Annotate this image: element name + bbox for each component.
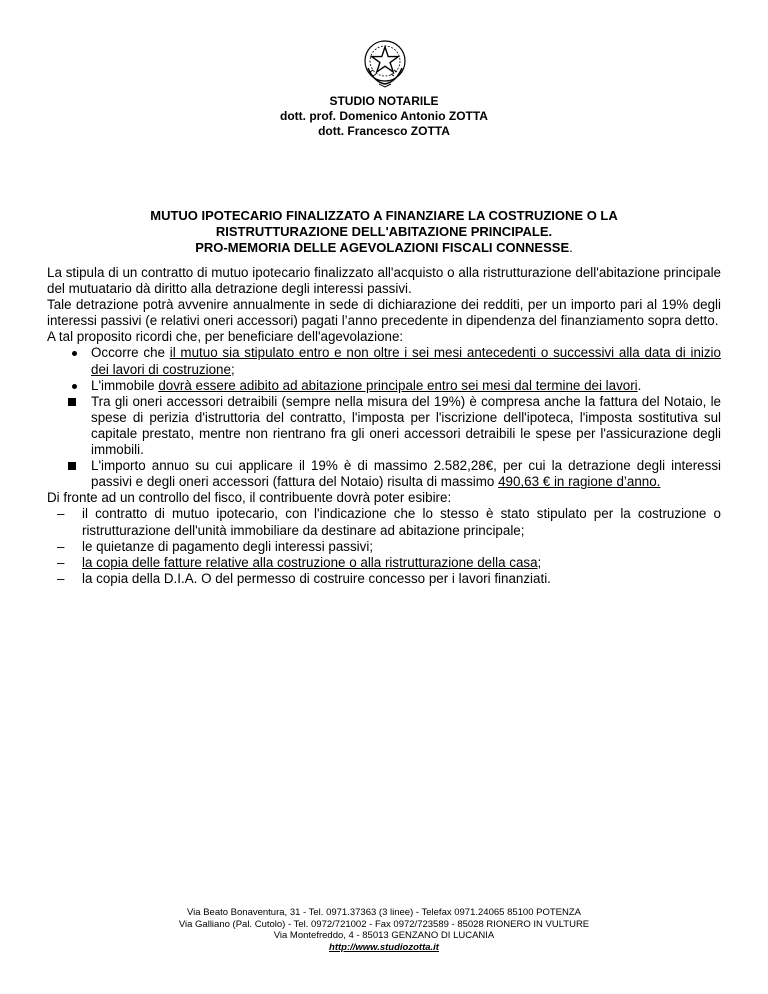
documents-list <box>47 506 721 586</box>
footer-address-potenza: Via Beato Bonaventura, 31 - Tel. 0971.37363 (3 linee) - Telefax 0971.24065 85100 POTENZA <box>187 907 581 918</box>
title-line-3 <box>60 240 708 256</box>
dash-marker: – <box>57 570 65 586</box>
bullet-square-icon <box>68 398 76 406</box>
document-text: il contratto di mutuo ipotecario, con l'indicazione che lo stesso è stato stipulato per la costruzione o ristrutturazione dell'unità immobiliare da destinare ad abitazione principale; <box>82 506 721 538</box>
notary-name-2: dott. Francesco ZOTTA <box>318 124 450 138</box>
document-post: ; <box>537 554 542 570</box>
page-footer <box>0 907 768 953</box>
title-line-1: MUTUO IPOTECARIO FINALIZZATO A FINANZIARE LA COSTRUZIONE O LA <box>150 208 618 223</box>
condition-underlined: dovrà essere adibito ad abitazione principale entro sei mesi dal termine dei lavori <box>158 377 638 393</box>
document-text: le quietanze di pagamento degli interessi passivi; <box>82 538 374 554</box>
intro-paragraph-2: Tale detrazione potrà avvenire annualmente in sede di dichiarazione dei redditi, per un importo pari al 19% degli interessi passivi (e relativi oneri accessori) pagati l’anno precedente in dipendenza del finanziamento sopra detto. <box>47 297 721 329</box>
list-item <box>47 571 721 587</box>
list-item <box>47 345 721 377</box>
bullet-square-icon <box>68 462 76 470</box>
website-link[interactable]: http://www.studiozotta.it <box>329 941 439 953</box>
dash-marker: – <box>57 538 65 554</box>
list-item <box>47 378 721 394</box>
bullet-dot-icon <box>72 384 77 389</box>
bullet-dot-icon <box>72 351 77 356</box>
intro-paragraph-3: A tal proposito ricordi che, per beneficiare dell'agevolazione: <box>47 329 404 345</box>
note-underlined: 490,63 € in ragione d’anno. <box>498 474 661 490</box>
note-text: L'importo annuo su cui applicare il 19% è di massimo 2.582,28€, per cui la detrazione degli interessi passivi e degli oneri accessori (fattura del Notaio) risulta di massimo <box>91 458 721 490</box>
footer-address-rionero: Via Galliano (Pal. Cutolo) - Tel. 0972/721002 - Fax 0972/723589 - 85028 RIONERO IN VULTURE <box>178 918 590 930</box>
document-title <box>60 208 708 256</box>
notary-name-1: dott. prof. Domenico Antonio ZOTTA <box>280 109 488 123</box>
list-item <box>47 555 721 571</box>
studio-name: STUDIO NOTARILE <box>329 94 439 108</box>
italian-republic-emblem-icon <box>362 38 408 88</box>
conditions-list <box>47 345 721 393</box>
intro-paragraph-1: La stipula di un contratto di mutuo ipotecario finalizzato all'acquisto o alla ristrutturazione dell'abitazione principale del mutuatario dà diritto alla detrazione degli interessi passivi. <box>47 265 721 297</box>
list-item <box>47 506 721 538</box>
list-item <box>47 539 721 555</box>
title-line-3-period: . <box>569 240 573 255</box>
condition-post: . <box>637 377 642 393</box>
footer-address-genzano: Via Montefreddo, 4 - 85013 GENZANO DI LUCANIA <box>273 930 495 941</box>
condition-post: ; <box>230 361 235 377</box>
condition-text: Occorre che <box>91 345 170 361</box>
document-body <box>47 265 721 587</box>
note-text: Tra gli oneri accessori detraibili (sempre nella misura del 19%) è compresa anche la fattura del Notaio, le spese di perizia d'istruttoria del contratto, l'imposta per l'iscrizione dell'ipoteca, l'imposta sostitutiva sul capitale prestato, mentre non rientrano fra gli oneri accessori detraibili le spese per l'assicurazione degli immobili. <box>91 393 721 458</box>
list-item <box>47 458 721 490</box>
dash-marker: – <box>57 554 65 570</box>
title-line-3-text: PRO-MEMORIA DELLE AGEVOLAZIONI FISCALI CONNESSE <box>195 240 570 255</box>
document-text: la copia della D.I.A. O del permesso di costruire concesso per i lavori finanziati. <box>82 570 551 586</box>
condition-underlined: il mutuo sia stipulato entro e non oltre i sei mesi antecedenti o successivi alla data di inizio dei lavori di costruzione <box>91 345 721 377</box>
documents-intro: Di fronte ad un controllo del fisco, il contribuente dovrà poter esibire: <box>47 490 452 506</box>
dash-marker: – <box>57 506 65 522</box>
document-underlined: la copia delle fatture relative alla costruzione o alla ristrutturazione della casa <box>82 554 538 570</box>
title-line-2: RISTRUTTURAZIONE DELL'ABITAZIONE PRINCIPALE. <box>215 224 553 239</box>
condition-text: L'immobile <box>91 377 159 393</box>
notes-list <box>47 394 721 491</box>
list-item <box>47 394 721 458</box>
